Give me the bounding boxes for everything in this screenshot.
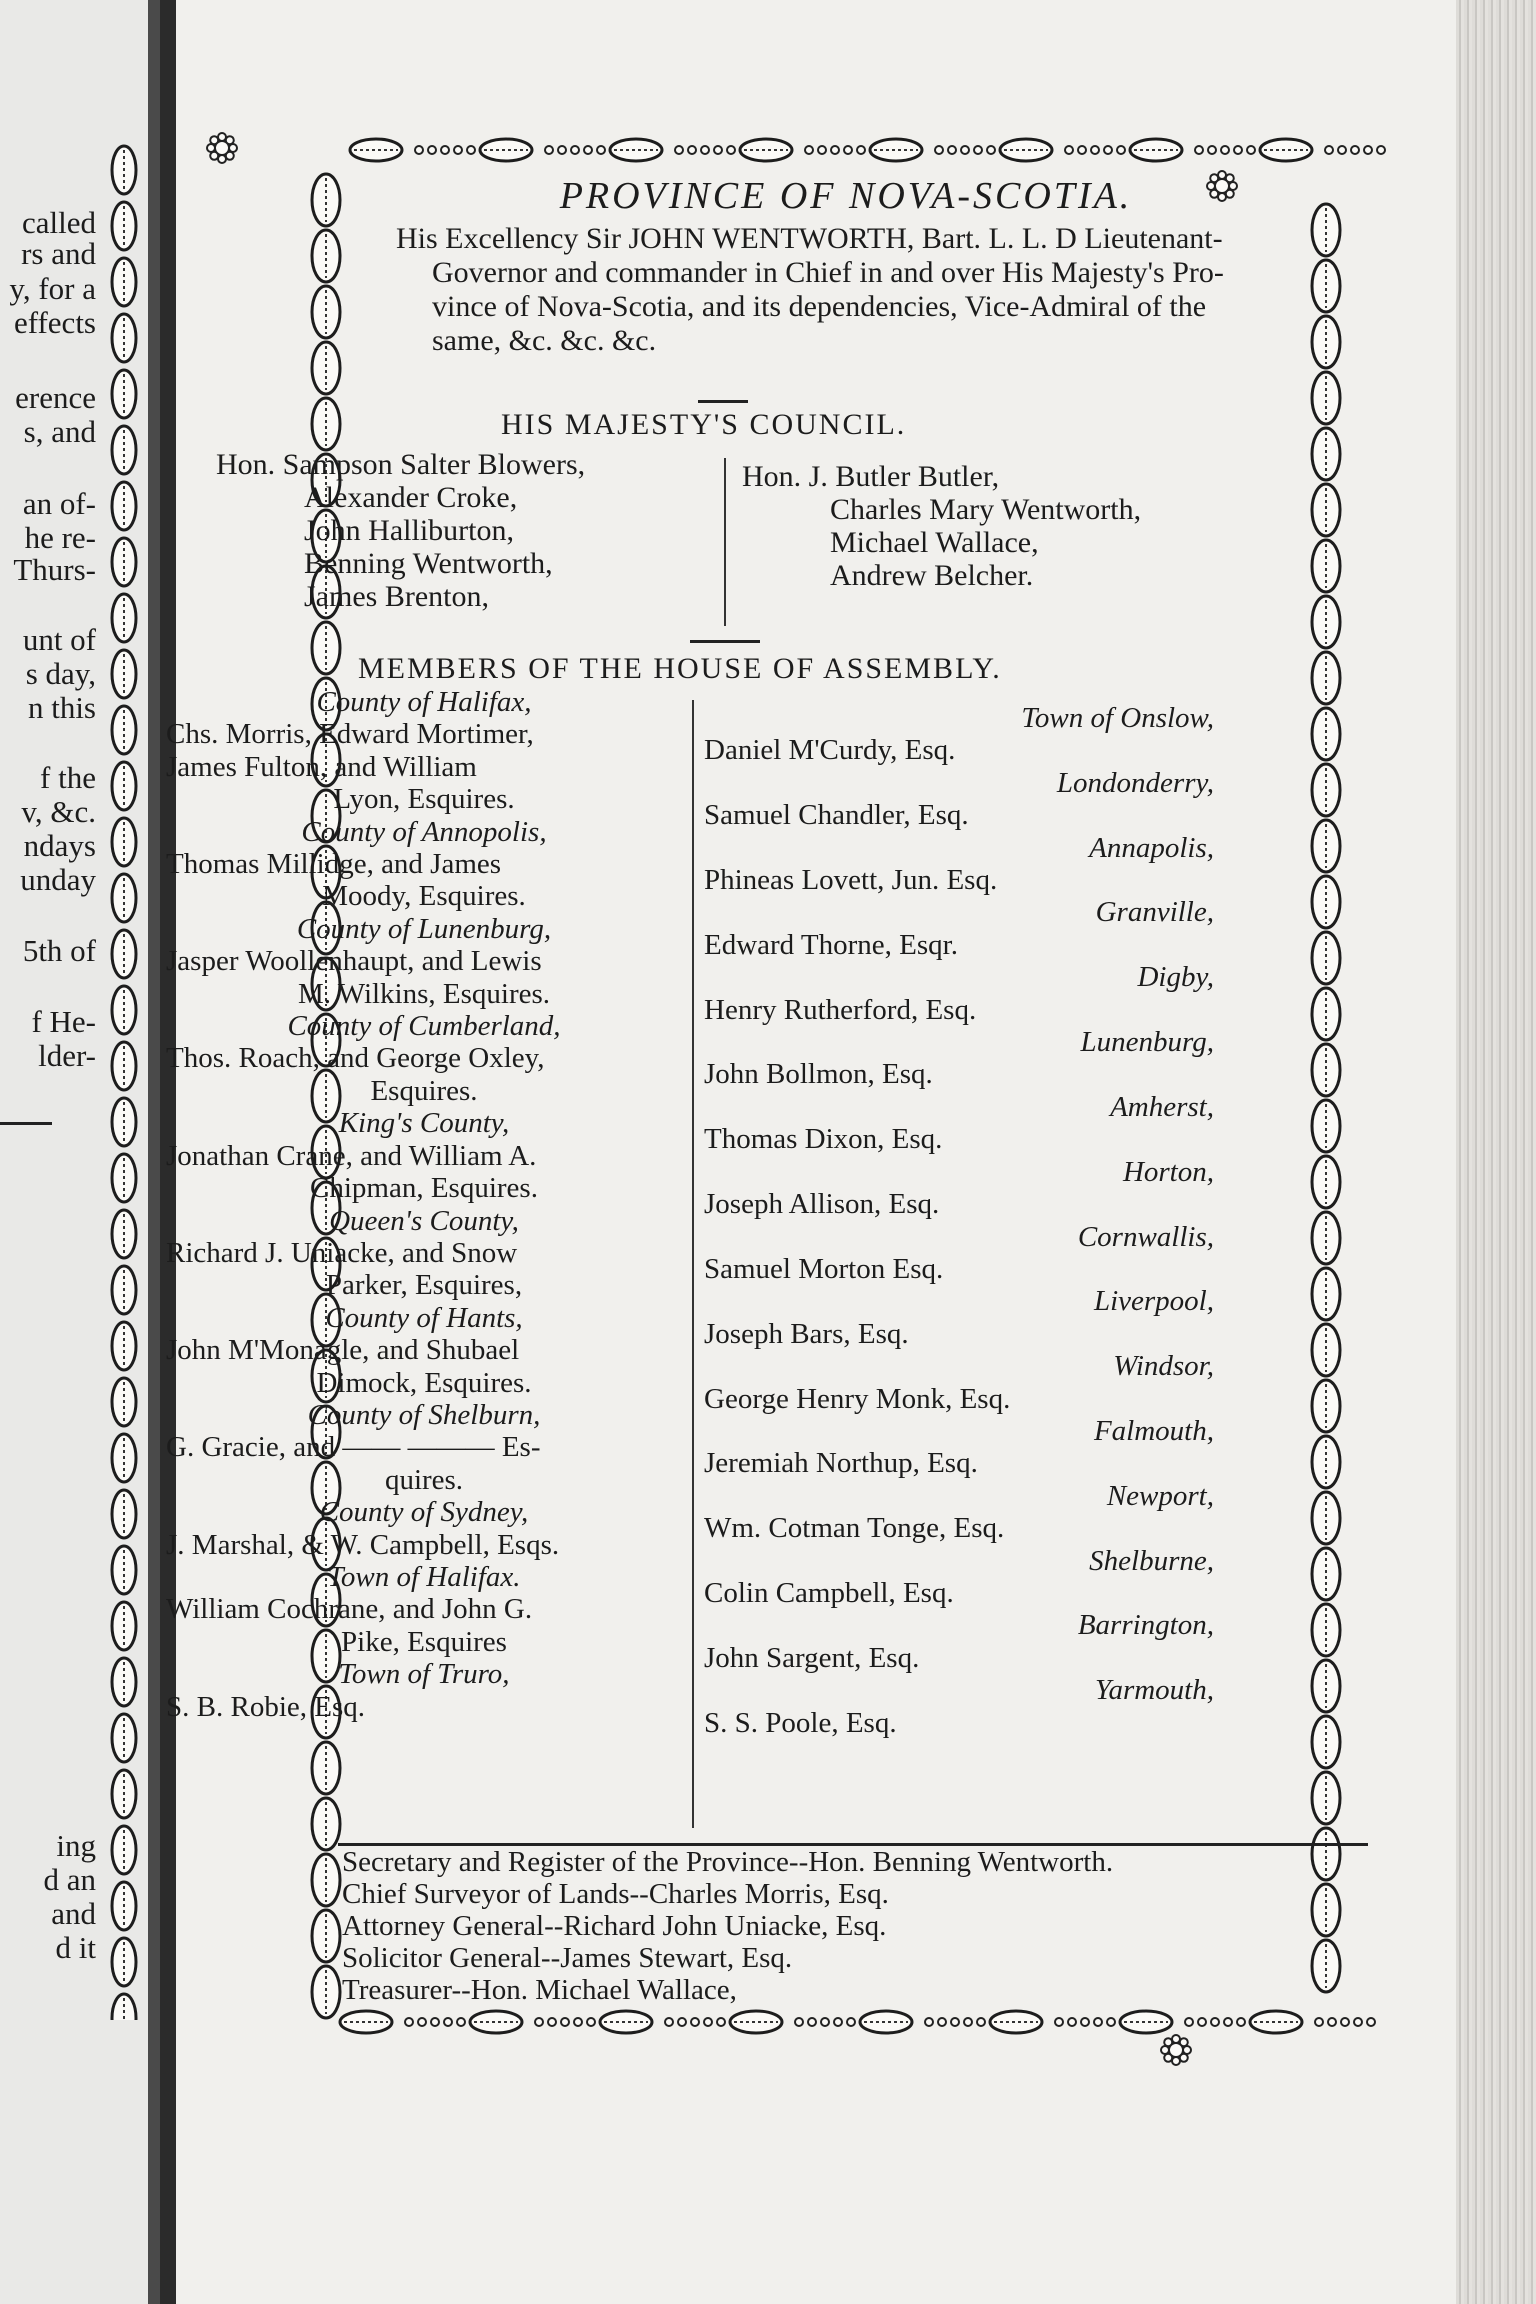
council-member: Benning Wentworth,: [304, 547, 553, 580]
county-representatives: Moody, Esquires.: [322, 880, 526, 913]
section-rule: [698, 400, 748, 403]
town-heading: Lunenburg,: [1080, 1026, 1214, 1059]
county-representatives: J. Marshal, & W. Campbell, Esqs.: [166, 1528, 560, 1561]
town-representative: Joseph Allison, Esq.: [704, 1188, 940, 1221]
county-heading: County of Halifax,: [316, 686, 532, 718]
county-representatives: Thomas Millidge, and James: [166, 848, 502, 881]
county-representatives: William Cochrane, and John G.: [166, 1593, 533, 1626]
town-representative: Edward Thorne, Esqr.: [704, 928, 958, 961]
county-representatives: Pike, Esquires: [341, 1625, 507, 1658]
county-representatives: Parker, Esquires,: [325, 1269, 523, 1302]
assembly-heading: MEMBERS OF THE HOUSE OF ASSEMBLY.: [358, 652, 1002, 685]
section-rule: [690, 640, 760, 643]
county-heading: County of Hants,: [325, 1301, 523, 1334]
county-representatives: Richard J. Uniacke, and Snow: [166, 1236, 518, 1269]
county-representatives: Chs. Morris, Edward Mortimer,: [166, 718, 534, 751]
county-heading: Queen's County,: [329, 1204, 519, 1237]
officer-line: Treasurer--Hon. Michael Wallace,: [342, 1974, 737, 2006]
council-member: James Brenton,: [304, 580, 489, 613]
town-heading: Cornwallis,: [1077, 1220, 1214, 1253]
council-member: Andrew Belcher.: [830, 559, 1034, 592]
left-page-fragment: f He-: [31, 1004, 96, 1039]
county-representatives: G. Gracie, and —— ——— Es-: [166, 1431, 541, 1464]
town-heading: Digby,: [1137, 961, 1214, 994]
town-representative: Jeremiah Northup, Esq.: [704, 1447, 978, 1480]
county-representatives: Esquires.: [370, 1074, 478, 1107]
council-member: Hon. Sampson Salter Blowers,: [216, 448, 586, 481]
town-representative: John Bollmon, Esq.: [704, 1058, 933, 1091]
intro-line: Governor and commander in Chief in and over His Majesty's Pro-: [432, 256, 1224, 289]
left-page-fragment: v, &c.: [21, 794, 96, 829]
province-officers: [342, 1846, 1113, 2006]
council-member: Hon. J. Butler Butler,: [742, 460, 1000, 493]
council-heading: HIS MAJESTY'S COUNCIL.: [501, 408, 907, 441]
council-divider: [724, 458, 726, 626]
town-heading: Liverpool,: [1093, 1285, 1214, 1318]
left-page-fragment: unday: [20, 862, 96, 897]
county-members-column: [166, 686, 682, 1723]
left-page-fragment: Thurs-: [13, 552, 96, 587]
governor-intro: [396, 222, 1436, 358]
left-page-fragment: an of-: [22, 486, 96, 521]
town-heading: Shelburne,: [1089, 1544, 1214, 1577]
town-representative: Wm. Cotman Tonge, Esq.: [704, 1512, 1005, 1545]
council-member: Michael Wallace,: [830, 526, 1039, 559]
town-heading: Barrington,: [1077, 1609, 1214, 1642]
intro-line: vince of Nova-Scotia, and its dependencies, Vice-Admiral of the: [432, 290, 1207, 323]
county-heading: Town of Halifax.: [327, 1560, 521, 1593]
county-representatives: John M'Monagle, and Shubael: [166, 1334, 520, 1367]
right-page: [166, 0, 1536, 2304]
officer-line: Solicitor General--James Stewart, Esq.: [342, 1942, 793, 1974]
left-page-fragment: n this: [27, 690, 96, 725]
left-page-rule: [0, 1122, 52, 1125]
county-heading: County of Lunenburg,: [296, 912, 552, 945]
left-page-fragment: unt of: [22, 622, 96, 657]
left-page-fragment: s, and: [23, 414, 96, 449]
town-representative: Joseph Bars, Esq.: [704, 1317, 909, 1350]
left-page-fragment: d an: [43, 1862, 96, 1897]
left-vine-ornament-icon: [104, 140, 144, 2020]
town-heading: Granville,: [1095, 896, 1214, 929]
town-heading: Amherst,: [1110, 1090, 1214, 1123]
intro-line: His Excellency Sir JOHN WENTWORTH, Bart. L. L. D Lieutenant-: [396, 222, 1223, 255]
town-members-column: [704, 702, 1224, 1739]
town-representative: Thomas Dixon, Esq.: [704, 1123, 943, 1156]
town-heading: Yarmouth,: [1094, 1674, 1214, 1707]
town-representative: Daniel M'Curdy, Esq.: [704, 734, 956, 767]
county-heading: County of Cumberland,: [287, 1010, 561, 1043]
left-page-fragment: s day,: [25, 656, 96, 691]
officer-line: Attorney General--Richard John Uniacke, Esq.: [342, 1910, 887, 1942]
county-representatives: Chipman, Esquires.: [310, 1172, 538, 1205]
council-right-column: [742, 460, 1141, 592]
county-heading: County of Annopolis,: [301, 815, 547, 848]
town-heading: Windsor,: [1113, 1350, 1214, 1383]
gutter-shadow: [148, 0, 160, 2304]
town-representative: Samuel Morton Esq.: [704, 1252, 944, 1285]
council-member: Charles Mary Wentworth,: [830, 493, 1142, 526]
left-page-fragment: f the: [40, 760, 96, 795]
county-heading: King's County,: [338, 1107, 510, 1140]
county-heading: Town of Truro,: [338, 1658, 510, 1691]
town-representative: Henry Rutherford, Esq.: [704, 993, 977, 1026]
left-page-fragment: erence: [15, 380, 96, 415]
left-page-fragment: 5th of: [22, 933, 96, 968]
town-heading: Town of Onslow,: [1021, 702, 1214, 734]
town-heading: Londonderry,: [1056, 766, 1214, 799]
intro-line: same, &c. &c. &c.: [432, 324, 657, 357]
left-page-fragment: ndays: [23, 828, 96, 863]
left-page-fragment: rs and: [21, 236, 96, 271]
town-heading: Newport,: [1106, 1479, 1214, 1512]
town-representative: S. S. Poole, Esq.: [704, 1706, 897, 1739]
left-page-fragment: called: [21, 205, 96, 240]
county-representatives: Dimock, Esquires.: [316, 1366, 532, 1399]
council-member: John Halliburton,: [304, 514, 514, 547]
town-representative: Phineas Lovett, Jun. Esq.: [704, 864, 998, 897]
town-heading: Annapolis,: [1089, 831, 1214, 864]
county-heading: County of Shelburn,: [307, 1398, 541, 1431]
town-representative: Samuel Chandler, Esq.: [704, 799, 969, 832]
town-representative: Colin Campbell, Esq.: [704, 1576, 954, 1609]
county-representatives: Jonathan Crane, and William A.: [166, 1139, 537, 1172]
town-representative: John Sargent, Esq.: [704, 1641, 920, 1674]
left-page-fragment: y, for a: [9, 271, 96, 306]
council-member: Alexander Croke,: [304, 481, 518, 514]
officer-line: Chief Surveyor of Lands--Charles Morris, Esq.: [342, 1878, 889, 1910]
left-page-fragment: d it: [55, 1930, 96, 1965]
county-heading: County of Sydney,: [319, 1496, 529, 1529]
county-representatives: Lyon, Esquires.: [333, 783, 515, 816]
officer-line: Secretary and Register of the Province--Hon. Benning Wentworth.: [342, 1846, 1114, 1878]
page-title: PROVINCE OF NOVA-SCOTIA.: [559, 175, 1133, 217]
town-representative: George Henry Monk, Esq.: [704, 1382, 1011, 1415]
town-heading: Falmouth,: [1093, 1414, 1214, 1447]
council-left-column: [216, 448, 585, 613]
county-representatives: Thos. Roach, and George Oxley,: [166, 1042, 545, 1075]
county-representatives: M. Wilkins, Esquires.: [297, 977, 551, 1010]
left-page-fragment: he re-: [24, 520, 96, 555]
county-representatives: James Fulton, and William: [166, 750, 477, 783]
assembly-divider: [692, 700, 694, 1828]
left-page: [0, 0, 160, 2304]
county-representatives: quires.: [384, 1463, 464, 1496]
county-representatives: S. B. Robie, Esq.: [166, 1690, 365, 1723]
left-page-fragment: ing: [56, 1828, 96, 1863]
county-representatives: Jasper Woollenhaupt, and Lewis: [166, 945, 542, 978]
left-page-fragment: and: [51, 1896, 96, 1931]
town-heading: Horton,: [1122, 1155, 1214, 1188]
left-page-fragment: lder-: [38, 1038, 96, 1073]
left-page-fragment: effects: [13, 305, 96, 340]
